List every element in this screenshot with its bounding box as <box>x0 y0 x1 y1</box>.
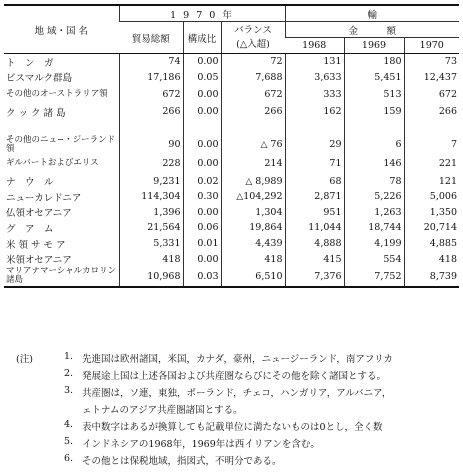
balance <box>221 70 285 86</box>
deficit-mark: △ <box>260 140 268 151</box>
trade-total: 672 <box>119 85 183 104</box>
import-1969: 6 <box>344 135 404 154</box>
table-row <box>4 189 459 205</box>
import-1970: 5,006 <box>404 189 459 205</box>
import-1969: 5,226 <box>344 189 404 205</box>
share: 0.05 <box>183 70 221 86</box>
balance <box>221 251 285 267</box>
deficit-mark: △ <box>236 192 244 203</box>
balance <box>221 220 285 236</box>
table-row <box>4 104 459 120</box>
share: 0.00 <box>183 251 221 267</box>
import-1970: 221 <box>404 154 459 173</box>
import-1968: 951 <box>285 205 344 221</box>
trade-total: 17,186 <box>119 70 183 86</box>
note-number: 2. <box>64 368 74 379</box>
balance-value: 72 <box>270 56 283 68</box>
balance-value: 104,292 <box>243 191 283 203</box>
import-1969: 7,752 <box>344 267 404 287</box>
note-number: 3. <box>64 385 74 396</box>
import-1968: 131 <box>285 54 344 70</box>
import-1970: 8,739 <box>404 267 459 287</box>
region-name: ナ ウ ル <box>6 177 54 189</box>
region-name: 米 領 サ モ ア <box>6 239 66 251</box>
import-1968: 415 <box>285 251 344 267</box>
note-number: 5. <box>64 436 74 447</box>
header-amount-group: 金 額 <box>285 22 459 38</box>
share: 0.01 <box>183 236 221 252</box>
import-1968: 71 <box>285 154 344 173</box>
region-name: その他のニュ−・ジーランド領 <box>6 135 116 154</box>
table-row <box>4 267 459 287</box>
import-1970: 1,350 <box>404 205 459 221</box>
share: 0.00 <box>183 104 221 120</box>
import-1968: 4,888 <box>285 236 344 252</box>
share: 0.00 <box>183 154 221 173</box>
table-row <box>4 251 459 267</box>
balance-value: 8,989 <box>255 175 283 187</box>
balance-value: 266 <box>264 106 283 118</box>
note-item <box>0 453 463 468</box>
trade-total: 9,231 <box>119 173 183 189</box>
balance-value: 4,439 <box>255 238 283 250</box>
region-name: グ ア ム <box>6 223 54 235</box>
trade-total: 90 <box>119 135 183 154</box>
deficit-mark: △ <box>245 176 253 187</box>
header-region: 地 域・国 名 <box>4 5 119 54</box>
share: 0.00 <box>183 135 221 154</box>
trade-total: 21,564 <box>119 220 183 236</box>
trade-total: 74 <box>119 54 183 70</box>
region-name: ビスマルク群島 <box>6 73 73 85</box>
import-1970: 7 <box>404 135 459 154</box>
share: 0.00 <box>183 54 221 70</box>
note-text: ェトナムのアジア共産圏諸国とする。 <box>82 405 243 416</box>
trade-total: 114,304 <box>119 189 183 205</box>
import-1968: 162 <box>285 104 344 120</box>
balance <box>221 236 285 252</box>
header-balance <box>221 22 285 54</box>
import-1970: 418 <box>404 251 459 267</box>
trade-total: 418 <box>119 251 183 267</box>
import-1969: 18,744 <box>344 220 404 236</box>
note-item <box>0 402 463 417</box>
note-text: 発展途上国は上述各国および共産圏ならびにその他を除く諸国とする。 <box>82 371 387 382</box>
import-1970: 266 <box>404 104 459 120</box>
table-row <box>4 154 459 173</box>
table-row <box>4 220 459 236</box>
note-item <box>0 351 463 366</box>
table-row <box>4 70 459 86</box>
note-number: 6. <box>64 453 74 464</box>
balance-value: 7,688 <box>255 71 283 83</box>
import-1970: 12,437 <box>404 70 459 86</box>
note-text: 表中数字はあるが換算しても記載単位に満たないものは0とし，全く数 <box>82 422 383 433</box>
balance <box>221 189 285 205</box>
note-text: 先進国は欧州諸国，米国，カナダ，豪州，ニュージーランド，南アフリカ <box>82 354 393 365</box>
import-1970: 20,714 <box>404 220 459 236</box>
balance <box>221 104 285 120</box>
share: 0.02 <box>183 173 221 189</box>
balance <box>221 54 285 70</box>
share: 0.03 <box>183 267 221 287</box>
header-trade-total: 貿易総額 <box>119 22 183 54</box>
header-1970: 1970 <box>404 38 459 54</box>
region-name: ニューカレドニア <box>6 192 82 204</box>
header-1969: 1969 <box>344 38 404 54</box>
note-item <box>0 368 463 383</box>
table-row-spacer <box>4 120 459 136</box>
balance <box>221 205 285 221</box>
import-1968: 11,044 <box>285 220 344 236</box>
import-1968: 68 <box>285 173 344 189</box>
import-1970: 4,885 <box>404 236 459 252</box>
header-share: 構成比 <box>183 22 221 54</box>
import-1969: 180 <box>344 54 404 70</box>
balance-value: 76 <box>270 139 283 151</box>
note-number: 4. <box>64 419 74 430</box>
import-1968: 29 <box>285 135 344 154</box>
trade-total: 10,968 <box>119 267 183 287</box>
import-1969: 78 <box>344 173 404 189</box>
region-name: ト ン ガ <box>6 57 54 69</box>
balance <box>221 85 285 104</box>
notes-label: (注) <box>16 354 33 365</box>
share: 0.30 <box>183 189 221 205</box>
trade-total: 266 <box>119 104 183 120</box>
import-1969: 146 <box>344 154 404 173</box>
header-1968: 1968 <box>285 38 344 54</box>
import-1968: 3,633 <box>285 70 344 86</box>
balance <box>221 173 285 189</box>
region-name: その他のオーストラリア領 <box>6 89 108 100</box>
header-import-group: 輸 <box>285 5 459 22</box>
balance-value: 672 <box>264 89 283 101</box>
import-1969: 1,263 <box>344 205 404 221</box>
import-1969: 159 <box>344 104 404 120</box>
import-1969: 4,199 <box>344 236 404 252</box>
trade-total: 228 <box>119 154 183 173</box>
balance-value: 1,304 <box>255 206 283 218</box>
region-name: ギルバートおよびエリス <box>6 158 99 169</box>
trade-total: 1,396 <box>119 205 183 221</box>
import-1968: 333 <box>285 85 344 104</box>
note-number: 1. <box>64 351 74 362</box>
import-1968: 7,376 <box>285 267 344 287</box>
import-1969: 554 <box>344 251 404 267</box>
table-row <box>4 135 459 154</box>
import-1970: 73 <box>404 54 459 70</box>
header-1970-group: 1 9 7 0 年 <box>119 5 285 22</box>
balance <box>221 154 285 173</box>
balance-value: 418 <box>264 253 283 265</box>
region-name: ク ッ ク 諸 島 <box>6 107 66 119</box>
import-1970: 121 <box>404 173 459 189</box>
header-balance-text: バランス (△入超) <box>234 24 272 50</box>
share: 0.00 <box>183 85 221 104</box>
balance <box>221 267 285 287</box>
table-row <box>4 173 459 189</box>
region-name: 仏領オセアニア <box>6 208 72 220</box>
balance-value: 6,510 <box>255 270 283 282</box>
note-text: その他とは保税地域，指図式，不明分である。 <box>82 456 282 467</box>
table-row <box>4 54 459 70</box>
table-row <box>4 236 459 252</box>
trade-table <box>4 4 459 288</box>
import-1969: 5,451 <box>344 70 404 86</box>
note-text: 共産圏は，ソ連，東独，ポーランド，チェコ，ハンガリア，アルバニア， <box>82 388 392 399</box>
import-1968: 2,871 <box>285 189 344 205</box>
import-1970: 672 <box>404 85 459 104</box>
trade-total: 5,331 <box>119 236 183 252</box>
note-item <box>0 436 463 451</box>
table-row <box>4 205 459 221</box>
share: 0.06 <box>183 220 221 236</box>
note-item <box>0 385 463 400</box>
balance <box>221 135 285 154</box>
import-1969: 513 <box>344 85 404 104</box>
table-row <box>4 85 459 104</box>
note-item <box>0 419 463 434</box>
region-name: マリアナマーシャルカロリン諸島 <box>4 267 119 287</box>
note-text: インドネシアの1968年，1969年は西イリアンを含む。 <box>82 439 320 450</box>
share: 0.00 <box>183 205 221 221</box>
balance-value: 19,864 <box>249 222 283 234</box>
region-name: 米領オセアニア <box>6 255 72 267</box>
balance-value: 214 <box>264 158 283 170</box>
